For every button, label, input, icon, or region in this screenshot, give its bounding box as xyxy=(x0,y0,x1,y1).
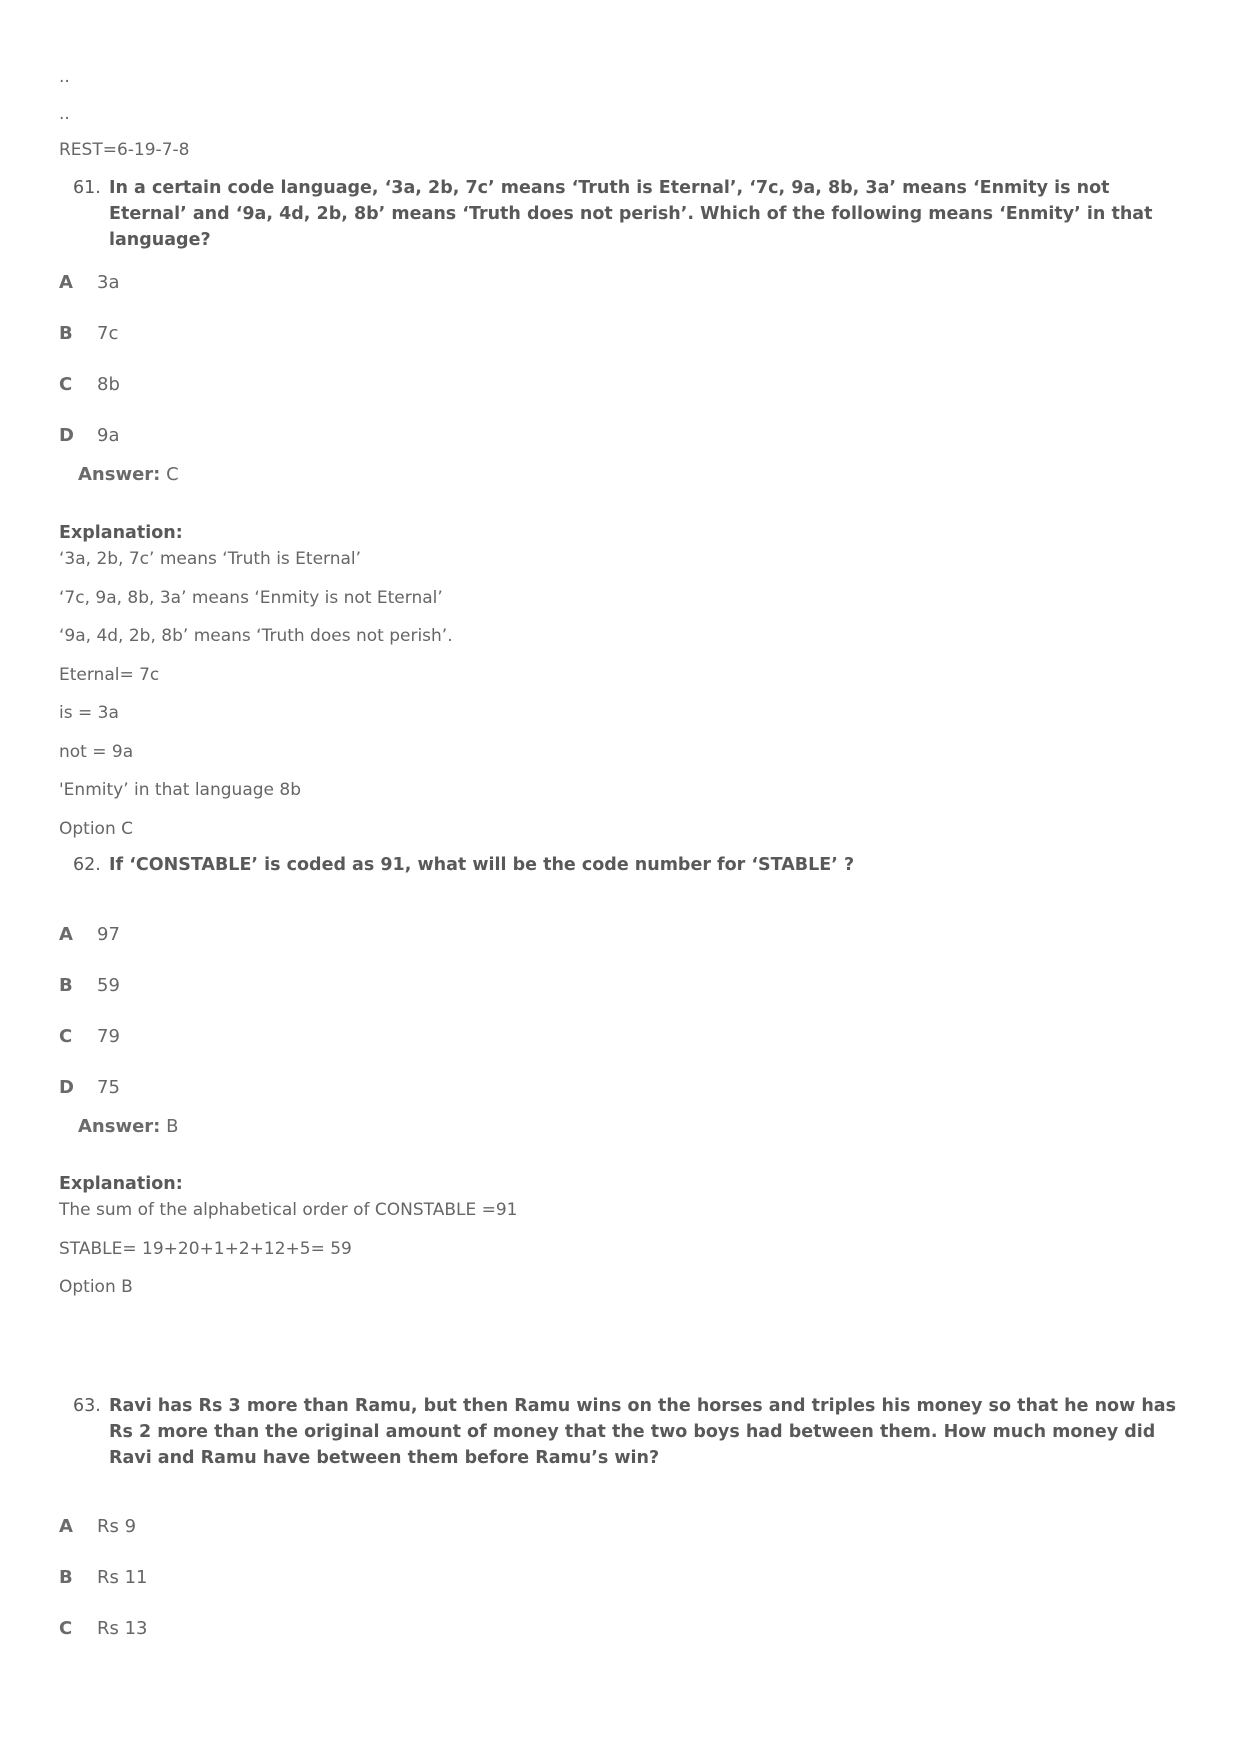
option-letter: B xyxy=(59,1567,73,1588)
question-62 xyxy=(73,852,1183,878)
option-d xyxy=(59,1076,120,1100)
option-letter: D xyxy=(59,1077,74,1098)
option-value: 9a xyxy=(97,425,120,446)
option-letter: C xyxy=(59,1618,73,1639)
question-63 xyxy=(73,1393,1183,1471)
option-value: Rs 11 xyxy=(97,1567,148,1588)
answer-line xyxy=(78,463,179,487)
question-text: If ‘CONSTABLE’ is coded as 91, what will be the code number for ‘STABLE’ ? xyxy=(109,855,855,875)
explanation-line: ‘3a, 2b, 7c’ means ‘Truth is Eternal’ xyxy=(59,549,362,569)
explanation-line: Option B xyxy=(59,1277,133,1297)
option-value: 97 xyxy=(97,924,120,945)
option-letter: C xyxy=(59,374,73,395)
explanation-line: 'Enmity’ in that language 8b xyxy=(59,780,301,800)
option-a xyxy=(59,923,120,947)
header-dots-2: .. xyxy=(59,104,70,124)
option-letter: D xyxy=(59,425,74,446)
option-b xyxy=(59,322,118,346)
question-number: 63. xyxy=(73,1396,101,1416)
option-letter: B xyxy=(59,323,73,344)
option-c xyxy=(59,1617,148,1641)
option-value: 59 xyxy=(97,975,120,996)
option-value: 75 xyxy=(97,1077,120,1098)
option-d xyxy=(59,424,119,448)
explanation-line: The sum of the alphabetical order of CONSTABLE =91 xyxy=(59,1200,518,1220)
answer-label: Answer: xyxy=(78,1116,161,1137)
explanation-title: Explanation: xyxy=(59,1174,183,1194)
answer-label: Answer: xyxy=(78,464,161,485)
rest-code-line: REST=6-19-7-8 xyxy=(59,140,190,160)
explanation-line: is = 3a xyxy=(59,703,119,723)
option-letter: C xyxy=(59,1026,73,1047)
explanation-line: ‘9a, 4d, 2b, 8b’ means ‘Truth does not perish’. xyxy=(59,626,453,646)
explanation-line: STABLE= 19+20+1+2+12+5= 59 xyxy=(59,1239,352,1259)
question-number: 61. xyxy=(73,178,101,198)
option-value: Rs 13 xyxy=(97,1618,148,1639)
header-dots-1: .. xyxy=(59,67,70,87)
question-text: In a certain code language, ‘3a, 2b, 7c’ means ‘Truth is Eternal’, ‘7c, 9a, 8b, 3a’ means ‘Enmity is not Eternal’ and ‘9a, 4d, 2b, 8b’ means ‘Truth does not perish’. Which of the following means ‘Enmity’ in that language? xyxy=(109,178,1153,250)
option-letter: A xyxy=(59,272,73,293)
answer-value: C xyxy=(166,464,179,485)
option-value: 3a xyxy=(97,272,120,293)
option-a xyxy=(59,271,119,295)
option-value: 8b xyxy=(97,374,120,395)
answer-value: B xyxy=(166,1116,179,1137)
question-number: 62. xyxy=(73,855,101,875)
option-letter: A xyxy=(59,924,73,945)
option-b xyxy=(59,974,120,998)
option-letter: B xyxy=(59,975,73,996)
option-letter: A xyxy=(59,1516,73,1537)
explanation-line: Eternal= 7c xyxy=(59,665,160,685)
option-b xyxy=(59,1566,148,1590)
option-c xyxy=(59,1025,120,1049)
option-value: 79 xyxy=(97,1026,120,1047)
answer-line xyxy=(78,1115,178,1139)
option-c xyxy=(59,373,120,397)
option-value: 7c xyxy=(97,323,119,344)
option-value: Rs 9 xyxy=(97,1516,137,1537)
explanation-line: Option C xyxy=(59,819,134,839)
explanation-line: not = 9a xyxy=(59,742,134,762)
question-text: Ravi has Rs 3 more than Ramu, but then Ramu wins on the horses and triples his money so that he now has Rs 2 more than the original amount of money that the two boys had between them. How much money did Ravi and Ramu have between them before Ramu’s win? xyxy=(109,1396,1177,1468)
explanation-line: ‘7c, 9a, 8b, 3a’ means ‘Enmity is not Eternal’ xyxy=(59,588,443,608)
question-61 xyxy=(73,175,1183,253)
explanation-title: Explanation: xyxy=(59,523,183,543)
option-a xyxy=(59,1515,136,1539)
